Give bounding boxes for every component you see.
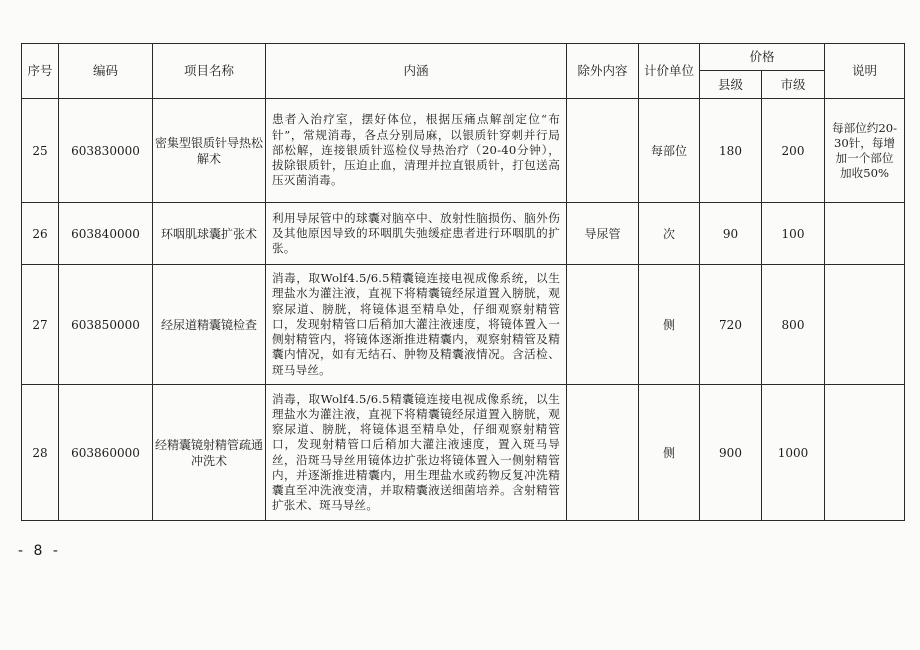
- cell-remark: [825, 385, 905, 521]
- cell-excluded: [567, 385, 639, 521]
- cell-name: 环咽肌球囊扩张术: [153, 203, 266, 265]
- cell-seq: 25: [22, 99, 59, 203]
- header-content: 内涵: [266, 44, 567, 99]
- cell-city-price: 800: [762, 265, 825, 385]
- cell-name: 经尿道精囊镜检查: [153, 265, 266, 385]
- cell-content: 消毒，取Wolf4.5/6.5精囊镜连接电视成像系统，以生理盐水为灌注液，直视下将精囊镜经尿道置入膀胱，观察尿道、膀胱，将镜体退至精阜处，仔细观察射精管口，发现射精管口后稍加大灌注液速度，将镜体置入一侧射精管内，将镜体逐渐推进精囊内，观察射精管及精囊内情况，如有无结石、肿物及精囊液情况。含活检、斑马导丝。: [266, 265, 567, 385]
- fee-table: [21, 43, 905, 521]
- header-city: 市级: [762, 71, 825, 99]
- cell-remark: [825, 265, 905, 385]
- cell-remark: 每部位约20-30针，每增加一个部位加收50%: [825, 99, 905, 203]
- header-county: 县级: [700, 71, 762, 99]
- cell-city-price: 200: [762, 99, 825, 203]
- cell-unit: 每部位: [639, 99, 700, 203]
- table-row: [22, 385, 905, 521]
- cell-code: 603860000: [59, 385, 153, 521]
- table-row: [22, 265, 905, 385]
- page-number: - 8 -: [18, 543, 61, 559]
- cell-county-price: 900: [700, 385, 762, 521]
- cell-content: 患者入治疗室，摆好体位，根据压痛点解剖定位“布针”，常规消毒，各点分别局麻，以银质针穿刺并行局部松解，连接银质针巡检仪导热治疗（20-40分钟），拔除银质针，压迫止血，清理并拉直银质针，打包送高压灭菌消毒。: [266, 99, 567, 203]
- table-row: [22, 99, 905, 203]
- cell-seq: 28: [22, 385, 59, 521]
- table-row: [22, 203, 905, 265]
- header-excluded: 除外内容: [567, 44, 639, 99]
- cell-unit: 侧: [639, 385, 700, 521]
- header-name: 项目名称: [153, 44, 266, 99]
- cell-code: 603830000: [59, 99, 153, 203]
- cell-excluded: [567, 99, 639, 203]
- header-unit: 计价单位: [639, 44, 700, 99]
- cell-code: 603840000: [59, 203, 153, 265]
- header-remark: 说明: [825, 44, 905, 99]
- fee-table-sheet: [21, 43, 904, 521]
- cell-remark: [825, 203, 905, 265]
- cell-content: 消毒，取Wolf4.5/6.5精囊镜连接电视成像系统，以生理盐水为灌注液，直视下将精囊镜经尿道置入膀胱，观察尿道、膀胱，将镜体退至精阜处，仔细观察射精管口，发现射精管口后稍加大灌注液速度，置入斑马导丝，沿斑马导丝用镜体边扩张边将镜体置入一侧射精管内，并逐渐推进精囊内，用生理盐水或药物反复冲洗精囊直至冲洗液变清，并取精囊液送细菌培养。含射精管扩张术、斑马导丝。: [266, 385, 567, 521]
- cell-name: 密集型银质针导热松解术: [153, 99, 266, 203]
- cell-unit: 次: [639, 203, 700, 265]
- cell-city-price: 100: [762, 203, 825, 265]
- cell-county-price: 90: [700, 203, 762, 265]
- cell-seq: 27: [22, 265, 59, 385]
- cell-city-price: 1000: [762, 385, 825, 521]
- header-code: 编码: [59, 44, 153, 99]
- cell-excluded: 导尿管: [567, 203, 639, 265]
- cell-code: 603850000: [59, 265, 153, 385]
- header-seq: 序号: [22, 44, 59, 99]
- cell-seq: 26: [22, 203, 59, 265]
- cell-unit: 侧: [639, 265, 700, 385]
- cell-county-price: 720: [700, 265, 762, 385]
- cell-name: 经精囊镜射精管疏通冲洗术: [153, 385, 266, 521]
- cell-content: 利用导尿管中的球囊对脑卒中、放射性脑损伤、脑外伤及其他原因导致的环咽肌失弛缓症患者进行环咽肌的扩张。: [266, 203, 567, 265]
- cell-excluded: [567, 265, 639, 385]
- cell-county-price: 180: [700, 99, 762, 203]
- header-price: 价格: [700, 44, 825, 71]
